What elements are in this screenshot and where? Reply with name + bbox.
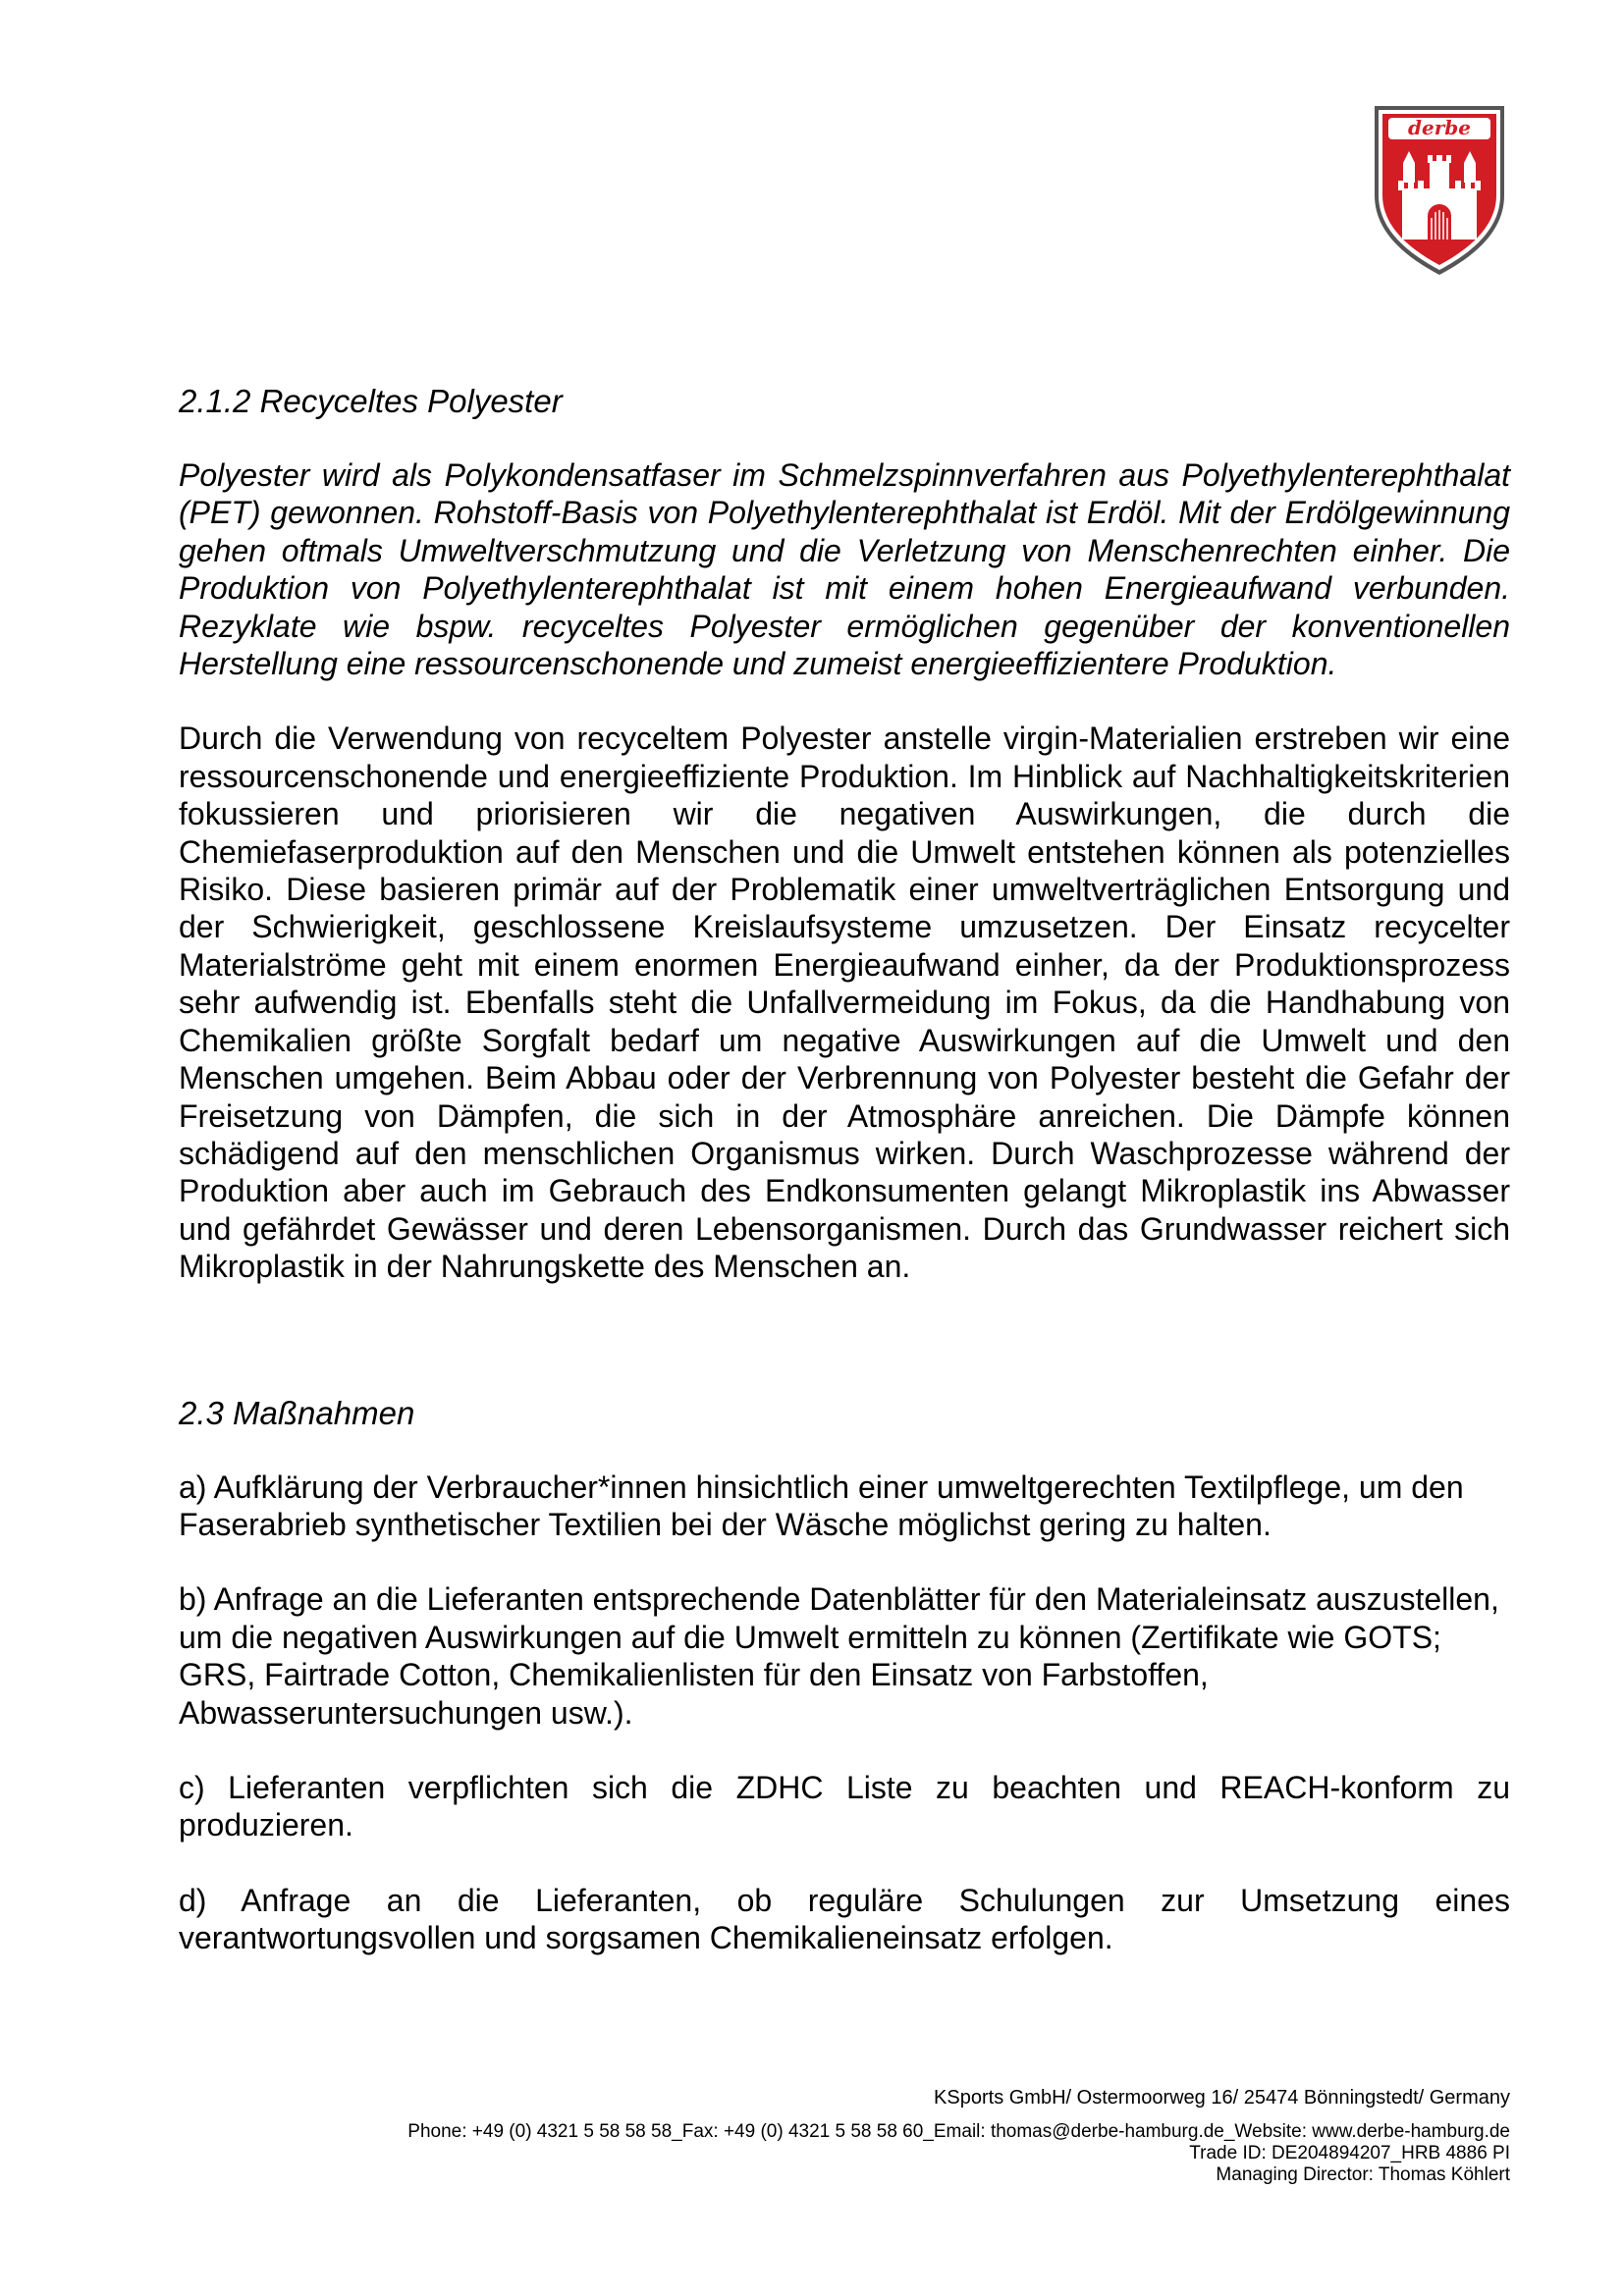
- footer-contact-block: [407, 2121, 1510, 2186]
- footer-managing-director: Managing Director: Thomas Köhlert: [1216, 2164, 1510, 2185]
- measure-item-c: c) Lieferanten verpflichten sich die ZDHC Liste zu beachten und REACH-konform zu produzieren.: [179, 1769, 1510, 1843]
- measure-item-b: b) Anfrage an die Lieferanten entsprechende Datenblätter für den Materialeinsatz auszustellen, um die negativen Auswirkungen auf die Umwelt ermitteln zu können (Zertifikate wie GOTS; GRS, Fairtrade Cotton, Chemikalienlisten für den Einsatz von Farbstoffen, Abwasseruntersuchungen usw.).: [179, 1581, 1499, 1731]
- intro-paragraph: Polyester wird als Polykondensatfaser im Schmelzspinnverfahren aus Polyethylenterephthalat (PET) gewonnen. Rohstoff-Basis von Polyethylenterephthalat ist Erdöl. Mit der Erdölgewinnung gehen oftmals Umweltverschmutzung und die Verletzung von Menschenrechten einher. Die Produktion von Polyethylenterephthalat ist mit einem hohen Energieaufwand verbunden. Rezyklate wie bspw. recyceltes Polyester ermöglichen gegenüber der konventionellen Herstellung eine ressourcenschonende und zumeist energieeffizientere Produktion.: [179, 457, 1510, 682]
- footer-trade-id: Trade ID: DE204894207_HRB 4886 PI: [1189, 2143, 1510, 2163]
- measure-item-a: a) Aufklärung der Verbraucher*innen hinsichtlich einer umweltgerechten Textilpflege, um den Faserabrieb synthetischer Textilien bei der Wäsche möglichst gering zu halten.: [179, 1468, 1464, 1542]
- measure-item-d: d) Anfrage an die Lieferanten, ob reguläre Schulungen zur Umsetzung eines verantwortungsvollen und sorgsamen Chemikalieneinsatz erfolgen.: [179, 1882, 1510, 1956]
- company-logo: [1371, 102, 1508, 279]
- section-heading-recycled-polyester: 2.1.2 Recyceltes Polyester: [179, 383, 563, 419]
- footer-contact-line: Phone: +49 (0) 4321 5 58 58 58_Fax: +49 (0) 4321 5 58 58 60_Email: thomas@derbe-hamburg.de_Website: www.derbe-hamburg.de: [407, 2121, 1510, 2142]
- footer-company-address: KSports GmbH/ Ostermoorweg 16/ 25474 Bönningstedt/ Germany: [934, 2087, 1510, 2109]
- section-heading-measures: 2.3 Maßnahmen: [179, 1394, 415, 1431]
- main-paragraph: Durch die Verwendung von recyceltem Polyester anstelle virgin-Materialien erstreben wir eine ressourcenschonende und energieeffiziente Produktion. Im Hinblick auf Nachhaltigkeitskriterien fokussieren und priorisieren wir die negativen Auswirkungen, die durch die Chemiefaserproduktion auf den Menschen und die Umwelt entstehen können als potenzielles Risiko. Diese basieren primär auf der Problematik einer umweltverträglichen Entsorgung und der Schwierigkeit, geschlossene Kreislaufsysteme umzusetzen. Der Einsatz recycelter Materialströme geht mit einem enormen Energieaufwand einher, da der Produktionsprozess sehr aufwendig ist. Ebenfalls steht die Unfallvermeidung im Fokus, da die Handhabung von Chemikalien größte Sorgfalt bedarf um negative Auswirkungen auf die Umwelt und den Menschen umgehen. Beim Abbau oder der Verbrennung von Polyester besteht die Gefahr der Freisetzung von Dämpfen, die sich in der Atmosphäre anreichen. Die Dämpfe können schädigend auf den menschlichen Organismus wirken. Durch Waschprozesse während der Produktion aber auch im Gebrauch des Endkonsumenten gelangt Mikroplastik ins Abwasser und gefährdet Gewässer und deren Lebensorganismen. Durch das Grundwasser reichert sich Mikroplastik in der Nahrungskette des Menschen an.: [179, 721, 1510, 1285]
- derbe-shield-icon: [1371, 102, 1508, 279]
- document-body: [179, 383, 1510, 1957]
- svg-text:derbe: derbe: [1408, 116, 1471, 139]
